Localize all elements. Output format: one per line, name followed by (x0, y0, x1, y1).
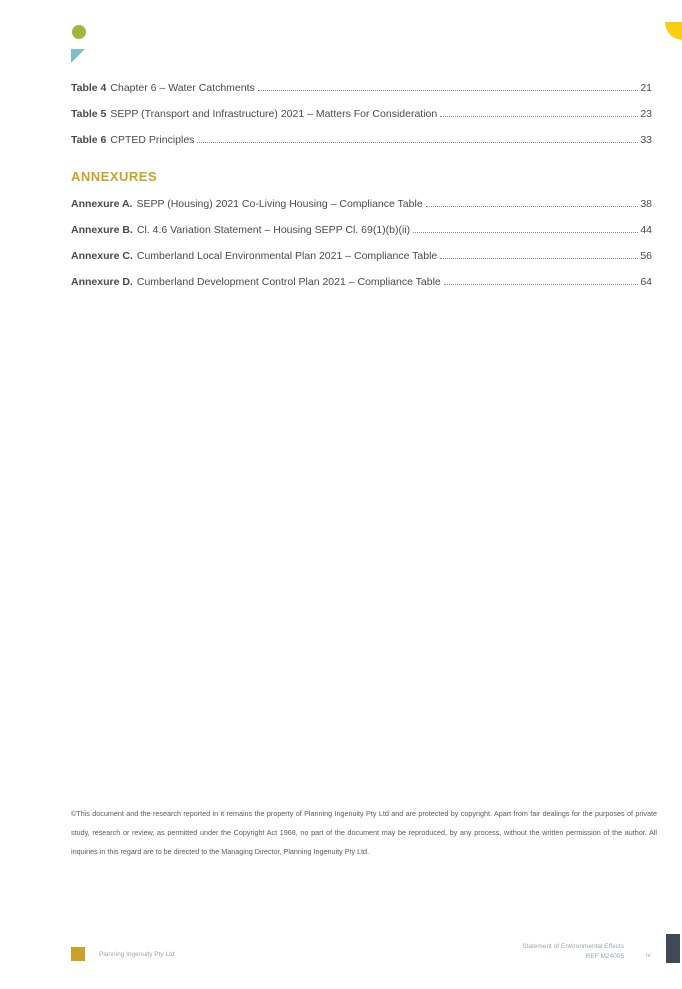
toc-entry-page: 21 (640, 82, 652, 94)
toc-entry-title: Cumberland Local Environmental Plan 2021 – Compliance Table (136, 250, 438, 262)
toc-entry-page: 23 (640, 108, 652, 120)
toc-entry-page: 64 (640, 276, 652, 288)
toc-entry-page: 38 (640, 198, 652, 210)
toc-entry-label: Annexure B. (71, 224, 133, 236)
toc-leader-dots (258, 90, 639, 91)
logo-circle-icon (72, 25, 86, 39)
toc-leader-dots (413, 232, 638, 233)
toc-entry-annexure-a[interactable] (71, 197, 652, 211)
toc-entry-label: Annexure A. (71, 198, 133, 210)
footer-accent-bar (666, 934, 680, 963)
footer-page-number: iv (646, 952, 651, 959)
toc-entry-table-5[interactable] (71, 107, 652, 121)
footer-logo-square-icon (71, 947, 85, 961)
toc-leader-dots (440, 116, 638, 117)
footer-document-ref: REF M24005 (585, 953, 624, 960)
toc-entry-label: Annexure D. (71, 276, 133, 288)
toc-leader-dots (426, 206, 639, 207)
toc-entry-annexure-b[interactable] (71, 223, 652, 237)
copyright-notice: ©This document and the research reported in it remains the property of Planning Ingenuity Pty Ltd and are protected by copyright. Apart from fair dealings for the purposes of private study, research or review, as permitted under the Copyright Act 1968, no part of the document may be reproduced, by any process, without the written permission of the author. All inquiries in this regard are to be directed to the Managing Director, Planning Ingenuity Pty Ltd. (71, 809, 657, 856)
toc-entry-title: SEPP (Housing) 2021 Co-Living Housing – Compliance Table (136, 198, 423, 210)
toc-entry-title: Cl. 4.6 Variation Statement – Housing SEPP Cl. 69(1)(b)(ii) (136, 224, 411, 236)
toc-entry-page: 56 (640, 250, 652, 262)
toc-leader-dots (197, 142, 638, 143)
toc-entry-table-6[interactable] (71, 133, 652, 147)
toc-leader-dots (440, 258, 638, 259)
footer-document-info (522, 942, 624, 962)
toc-entry-annexure-d[interactable] (71, 275, 652, 289)
toc-entry-annexure-c[interactable] (71, 249, 652, 263)
toc-entry-label: Table 4 (71, 82, 107, 94)
toc-entry-title: SEPP (Transport and Infrastructure) 2021 – Matters For Consideration (110, 108, 438, 120)
footer-company-name: Planning Ingenuity Pty Ltd (99, 951, 175, 958)
toc-entry-page: 44 (640, 224, 652, 236)
toc-leader-dots (444, 284, 639, 285)
toc-entry-title: Cumberland Development Control Plan 2021 – Compliance Table (136, 276, 441, 288)
toc-entry-label: Table 5 (71, 108, 107, 120)
toc-entry-label: Annexure C. (71, 250, 133, 262)
toc-entry-page: 33 (640, 134, 652, 146)
toc-entry-table-4[interactable] (71, 81, 652, 95)
toc-entry-title: Chapter 6 – Water Catchments (110, 82, 255, 94)
toc-entry-label: Table 6 (71, 134, 107, 146)
footer-document-title: Statement of Environmental Effects (522, 943, 624, 950)
corner-quarter-circle-icon (665, 22, 682, 40)
annexures-heading: ANNEXURES (71, 169, 158, 184)
logo-triangle-icon (71, 49, 85, 63)
toc-entry-title: CPTED Principles (110, 134, 195, 146)
